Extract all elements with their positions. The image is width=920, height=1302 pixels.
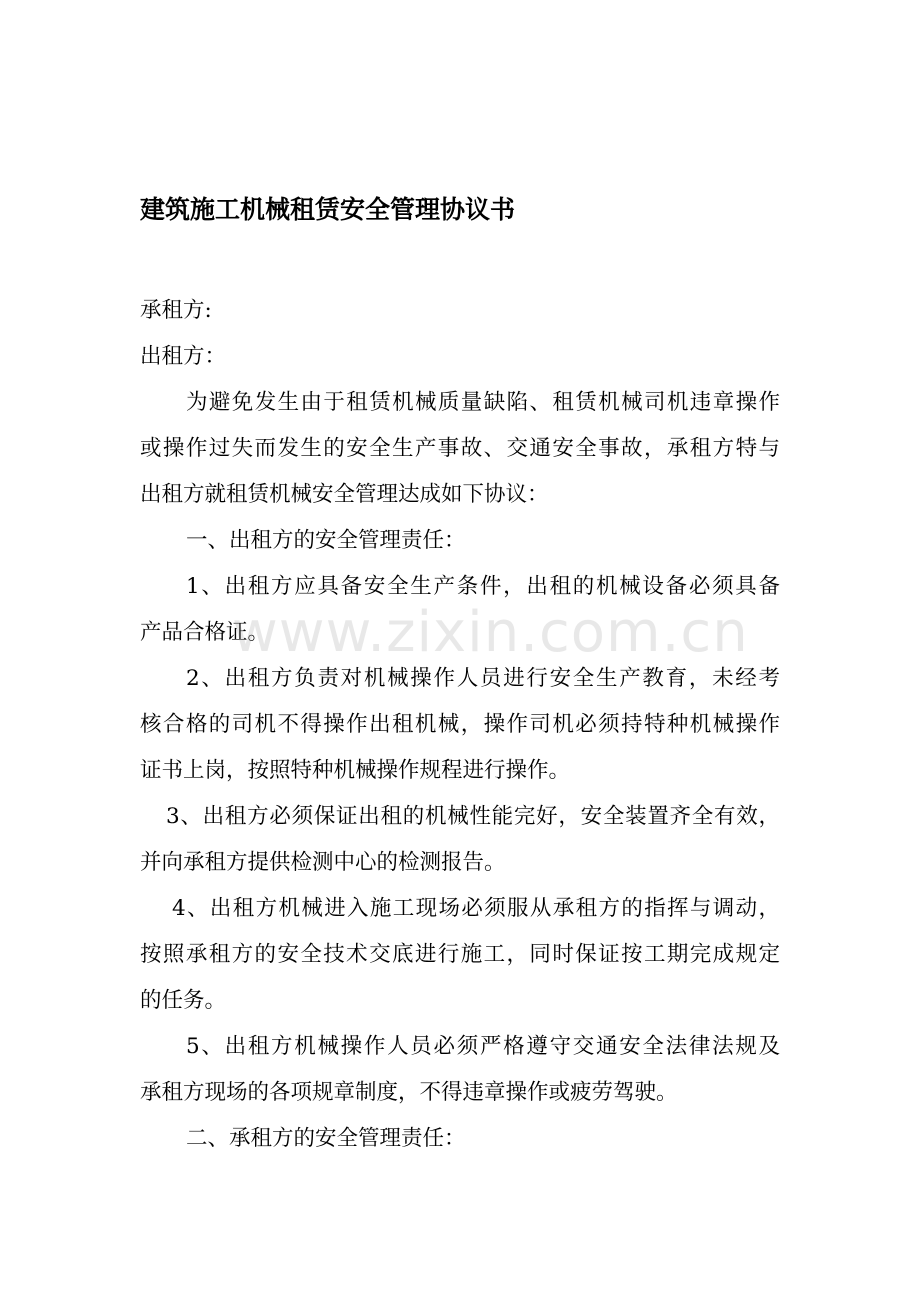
item5-line: 5、出租方机械操作人员必须严格遵守交通安全法律法规及 <box>186 1034 780 1059</box>
document-title: 建筑施工机械租赁安全管理协议书 <box>140 195 516 224</box>
section2-heading: 二、承租方的安全管理责任： <box>186 1126 466 1151</box>
item3-line: 并向承租方提供检测中心的检测报告。 <box>140 850 506 875</box>
item2-line: 2、出租方负责对机械操作人员进行安全生产教育，未经考 <box>186 666 780 691</box>
item4-line: 的任务。 <box>140 988 227 1013</box>
item4-line: 4、出租方机械进入施工现场必须服从承租方的指挥与调动， <box>172 896 780 921</box>
intro-line: 为避免发生由于租赁机械质量缺陷、租赁机械司机违章操作 <box>186 390 780 415</box>
section1-heading: 一、出租方的安全管理责任： <box>186 528 466 553</box>
item1-line: 1、出租方应具备安全生产条件，出租的机械设备必须具备 <box>186 574 780 599</box>
intro-line: 出租方就租赁机械安全管理达成如下协议： <box>140 482 549 507</box>
item1-line: 产品合格证。 <box>140 620 270 645</box>
item2-line: 核合格的司机不得操作出租机械，操作司机必须持特种机械操作 <box>140 712 780 737</box>
item5-line: 承租方现场的各项规章制度，不得违章操作或疲劳驾驶。 <box>140 1080 678 1105</box>
item4-line: 按照承租方的安全技术交底进行施工，同时保证按工期完成规定 <box>140 942 780 967</box>
item2-line: 证书上岗，按照特种机械操作规程进行操作。 <box>140 758 571 783</box>
intro-line: 或操作过失而发生的安全生产事故、交通安全事故，承租方特与 <box>140 436 780 461</box>
lessee-label: 承租方: <box>140 298 212 323</box>
document-body <box>140 288 780 1162</box>
item3-line: 3、出租方必须保证出租的机械性能完好，安全装置齐全有效， <box>166 804 780 829</box>
lessor-label: 出租方： <box>140 344 227 369</box>
watermark: www.zixin.com.cn <box>232 600 749 665</box>
